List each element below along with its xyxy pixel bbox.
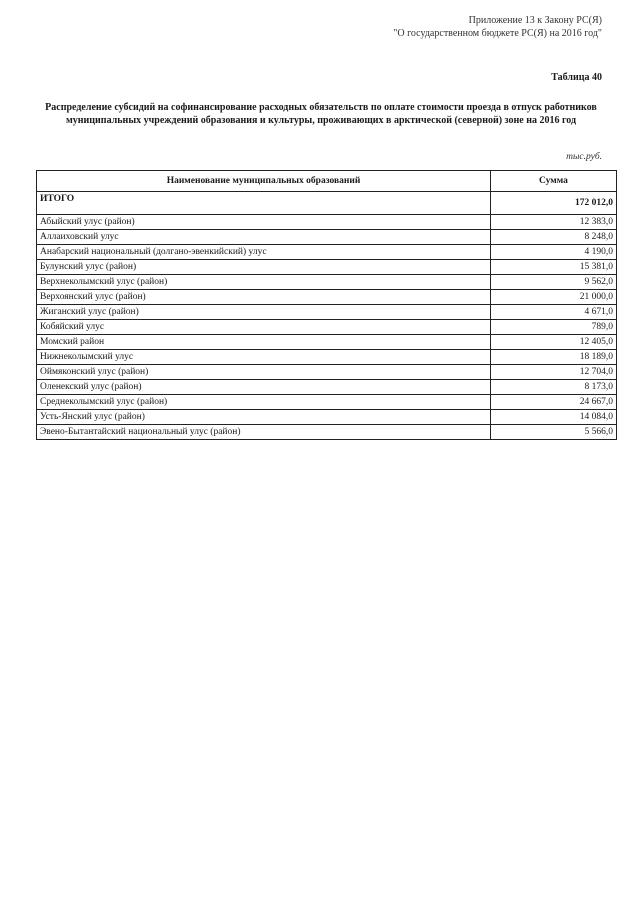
header-municipality: Наименование муниципальных образований (37, 171, 491, 192)
subsidy-amount: 12 704,0 (491, 365, 617, 380)
municipality-name: Усть-Янский улус (район) (37, 410, 491, 425)
subsidy-amount: 789,0 (491, 320, 617, 335)
subsidy-amount: 18 189,0 (491, 350, 617, 365)
subsidy-amount: 14 084,0 (491, 410, 617, 425)
table-row (37, 365, 617, 380)
municipality-name: Верхоянский улус (район) (37, 290, 491, 305)
table-row (37, 275, 617, 290)
subsidy-amount: 4 671,0 (491, 305, 617, 320)
municipality-name: Эвено-Бытантайский национальный улус (район) (37, 425, 491, 440)
subsidy-amount: 24 667,0 (491, 395, 617, 410)
table-body (37, 192, 617, 440)
municipality-name: Оленекский улус (район) (37, 380, 491, 395)
subsidy-table (36, 170, 617, 440)
table-row (37, 410, 617, 425)
table-row (37, 425, 617, 440)
municipality-name: Анабарский национальный (долгано-эвенкийский) улус (37, 245, 491, 260)
appendix-note (393, 14, 602, 40)
table-row (37, 320, 617, 335)
appendix-line-1: Приложение 13 к Закону РС(Я) (468, 15, 602, 26)
municipality-name: Момский район (37, 335, 491, 350)
table-row (37, 350, 617, 365)
table-row (37, 245, 617, 260)
subsidy-amount: 21 000,0 (491, 290, 617, 305)
municipality-name: Оймяконский улус (район) (37, 365, 491, 380)
municipality-name: Булунский улус (район) (37, 260, 491, 275)
subsidy-amount: 15 381,0 (491, 260, 617, 275)
subsidy-amount: 8 248,0 (491, 230, 617, 245)
total-amount: 172 012,0 (491, 192, 617, 215)
table-row (37, 380, 617, 395)
table-row (37, 260, 617, 275)
subsidy-amount: 4 190,0 (491, 245, 617, 260)
subsidy-amount: 8 173,0 (491, 380, 617, 395)
municipality-name: Верхнеколымский улус (район) (37, 275, 491, 290)
table-row (37, 230, 617, 245)
total-row (37, 192, 617, 215)
subsidy-amount: 9 562,0 (491, 275, 617, 290)
subsidy-amount: 12 405,0 (491, 335, 617, 350)
table-row (37, 305, 617, 320)
municipality-name: Аллаиховский улус (37, 230, 491, 245)
municipality-name: Жиганский улус (район) (37, 305, 491, 320)
header-amount: Сумма (491, 171, 617, 192)
table-row (37, 215, 617, 230)
table-row (37, 290, 617, 305)
municipality-name: Нижнеколымский улус (37, 350, 491, 365)
municipality-name: Абыйский улус (район) (37, 215, 491, 230)
municipality-name: Кобяйский улус (37, 320, 491, 335)
subsidy-amount: 5 566,0 (491, 425, 617, 440)
table-row (37, 335, 617, 350)
total-label: ИТОГО (37, 192, 491, 215)
subsidy-amount: 12 383,0 (491, 215, 617, 230)
table-header-row (37, 171, 617, 192)
table-row (37, 395, 617, 410)
table-number: Таблица 40 (551, 72, 602, 83)
appendix-line-2: "О государственном бюджете РС(Я) на 2016 год" (393, 28, 602, 39)
municipality-name: Среднеколымский улус (район) (37, 395, 491, 410)
unit-label: тыс.руб. (566, 152, 602, 162)
document-title: Распределение субсидий на софинансирование расходных обязательств по оплате стоимости проезда в отпуск работников муниципальных учреждений образования и культуры, проживающих в арктической (северной) зоне на 2016 год (45, 102, 597, 126)
